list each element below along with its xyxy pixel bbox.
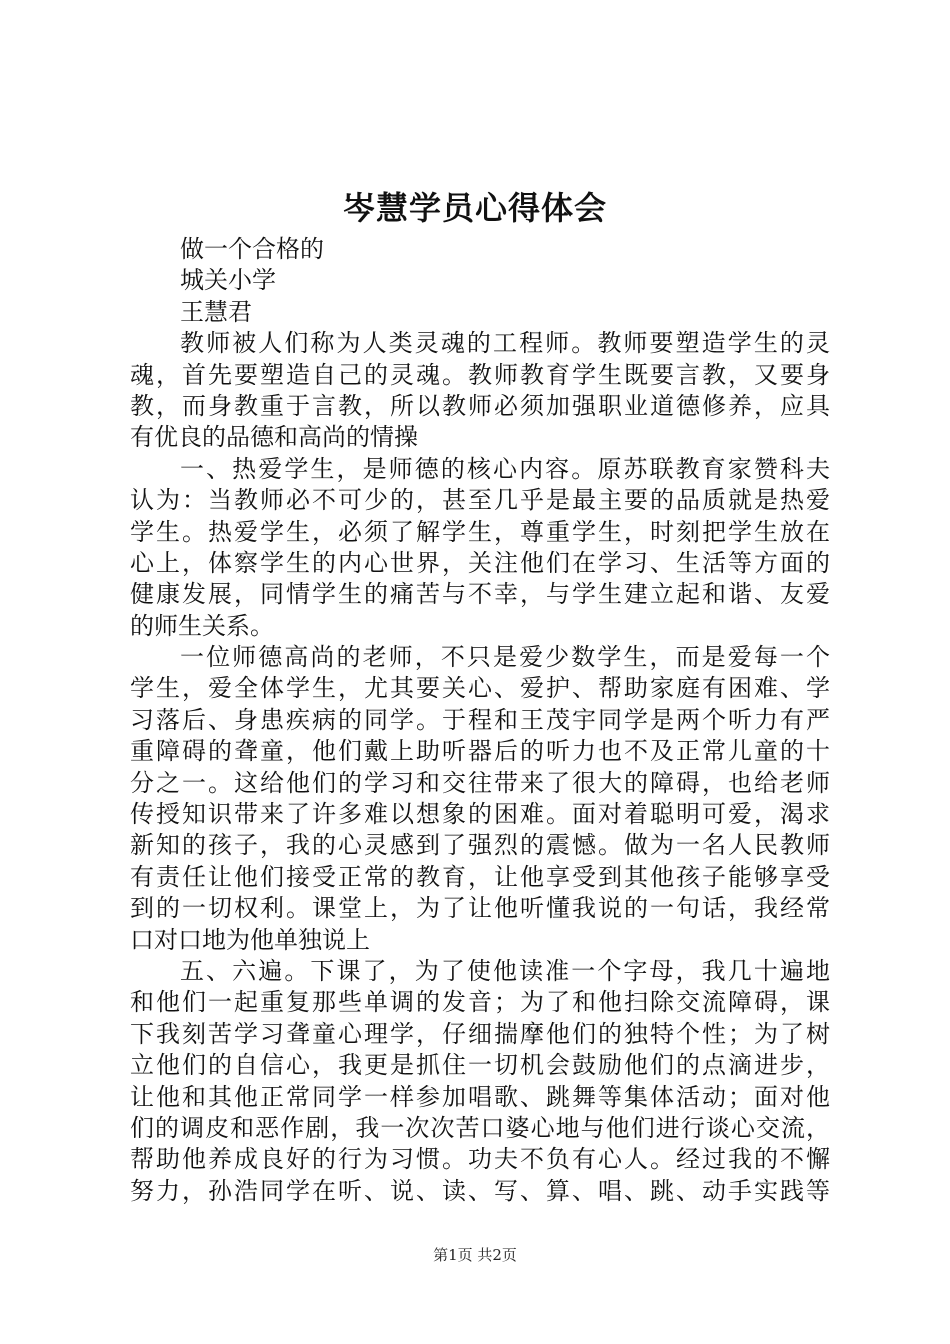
text-line: 和他们一起重复那些单调的发音；为了和他扫除交流障碍，课 (130, 988, 830, 1017)
text-line: 五、六遍。下课了，为了使他读准一个字母，我几十遍地 (180, 956, 830, 985)
text-line: 认为：当教师必不可少的，甚至几乎是最主要的品质就是热爱 (130, 486, 830, 515)
text-line: 下我刻苦学习聋童心理学，仔细揣摩他们的独特个性；为了树 (130, 1019, 830, 1048)
text-line: 城关小学 (180, 266, 276, 295)
text-line: 一位师德高尚的老师，不只是爱少数学生，而是爱每一个 (180, 643, 830, 672)
text-line: 立他们的自信心，我更是抓住一切机会鼓励他们的点滴进步， (130, 1051, 830, 1080)
text-line: 一、热爱学生，是师德的核心内容。原苏联教育家赞科夫 (180, 454, 830, 483)
text-line: 学生。热爱学生，必须了解学生，尊重学生，时刻把学生放在 (130, 517, 830, 546)
text-line: 魂，首先要塑造自己的灵魂。教师教育学生既要言教，又要身 (130, 360, 830, 389)
text-line: 学生，爱全体学生，尤其要关心、爱护、帮助家庭有困难、学 (130, 674, 830, 703)
text-line: 帮助他养成良好的行为习惯。功夫不负有心人。经过我的不懈 (130, 1145, 830, 1174)
text-line: 做一个合格的 (180, 235, 324, 263)
text-line: 有优良的品德和高尚的情操 (130, 423, 418, 452)
text-line: 重障碍的聋童，他们戴上助听器后的听力也不及正常儿童的十 (130, 737, 830, 766)
text-line: 新知的孩子，我的心灵感到了强烈的震憾。做为一名人民教师 (130, 831, 830, 860)
page-footer: 第1页 共2页 (433, 1246, 517, 1264)
document-body (130, 234, 830, 1207)
text-line: 教，而身教重于言教，所以教师必须加强职业道德修养，应具 (130, 391, 830, 420)
text-line: 健康发展，同情学生的痛苦与不幸，与学生建立起和谐、友爱 (130, 580, 830, 609)
text-line: 分之一。这给他们的学习和交往带来了很大的障碍，也给老师 (130, 768, 830, 797)
text-line: 到的一切权利。课堂上，为了让他听懂我说的一句话，我经常 (130, 894, 830, 923)
document-title: 岑慧学员心得体会 (342, 189, 607, 227)
text-line: 努力，孙浩同学在听、说、读、写、算、唱、跳、动手实践等 (130, 1176, 830, 1205)
text-line: 王慧君 (180, 297, 252, 326)
text-line: 让他和其他正常同学一样参加唱歌、跳舞等集体活动；面对他 (130, 1082, 830, 1111)
text-line: 口对口地为他单独说上 (130, 925, 370, 954)
text-line: 传授知识带来了许多难以想象的困难。面对着聪明可爱，渴求 (130, 800, 830, 829)
text-line: 有责任让他们接受正常的教育，让他享受到其他孩子能够享受 (130, 862, 830, 891)
text-line: 们的调皮和恶作剧，我一次次苦口婆心地与他们进行谈心交流， (130, 1113, 830, 1142)
text-line: 心上，体察学生的内心世界，关注他们在学习、生活等方面的 (130, 548, 830, 577)
text-line: 教师被人们称为人类灵魂的工程师。教师要塑造学生的灵 (180, 329, 830, 358)
text-line: 的师生关系。 (130, 611, 274, 640)
text-line: 习落后、身患疾病的同学。于程和王茂宇同学是两个听力有严 (130, 705, 830, 734)
